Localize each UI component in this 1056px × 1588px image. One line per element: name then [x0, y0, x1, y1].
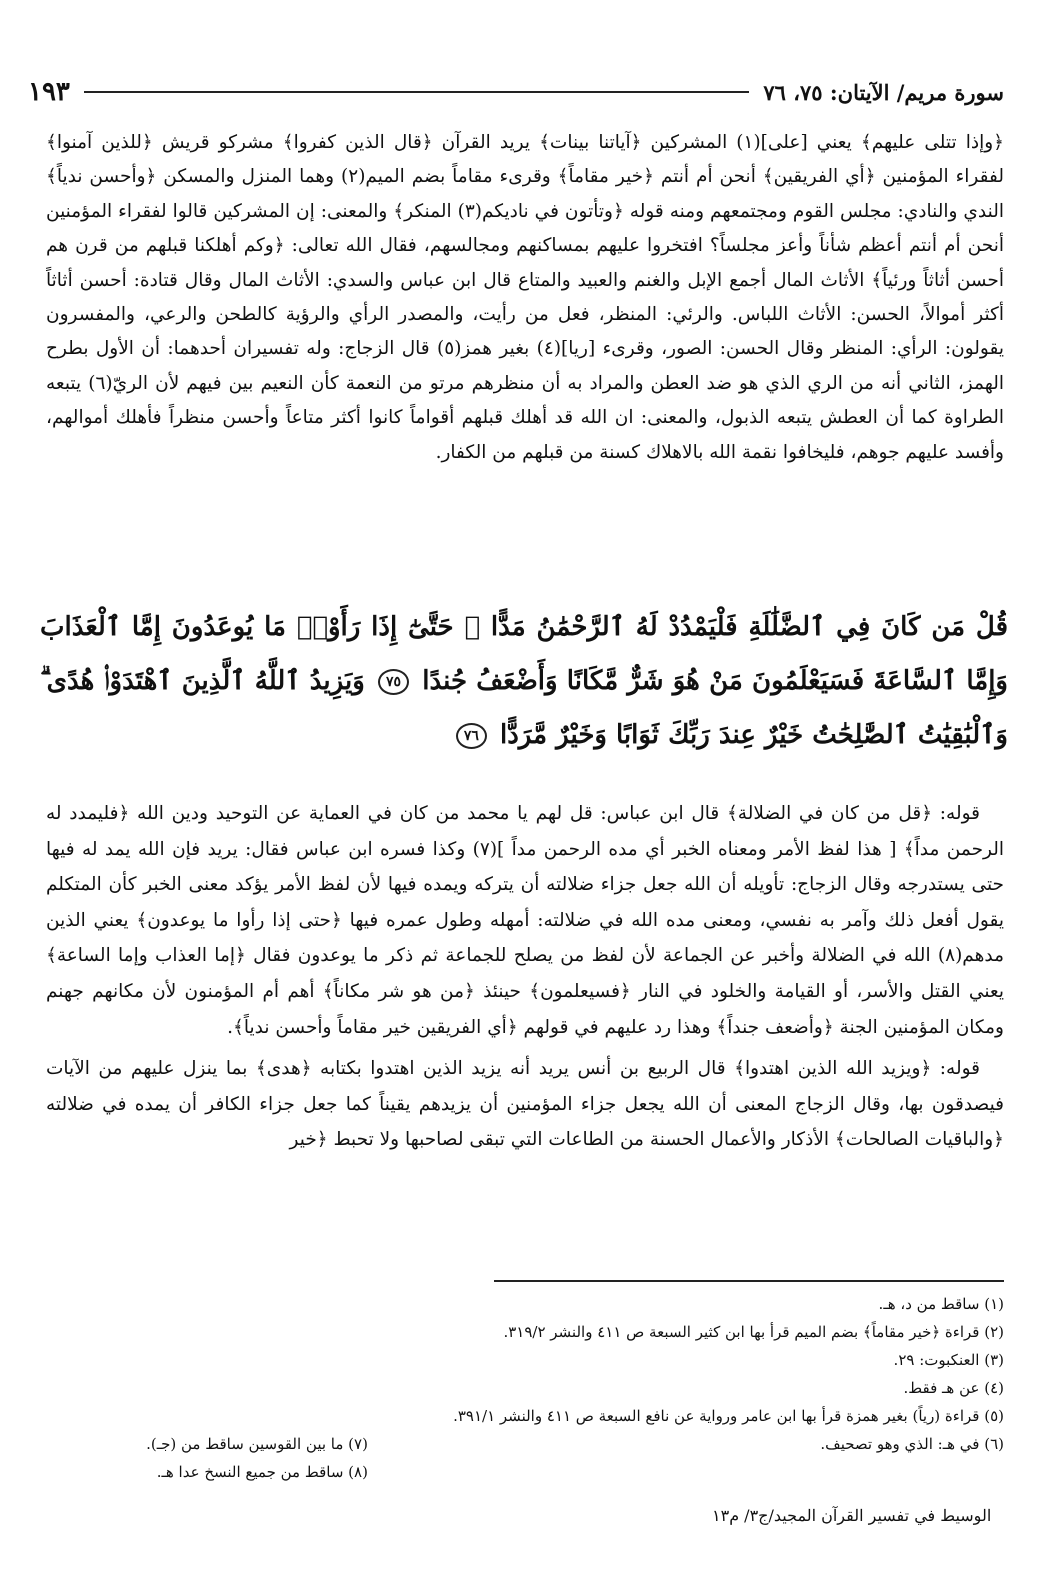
tafsir-intro [46, 126, 1004, 470]
footnote: (٧) ما بين القوسين ساقط من (جـ). [146, 1435, 368, 1453]
footnote: (٣) العنكبوت: ٢٩. [893, 1351, 1004, 1369]
book-signature: الوسيط في تفسير القرآن المجيد/ج٣/ م١٣ [712, 1506, 992, 1525]
footnotes-left-column [40, 1290, 368, 1486]
quran-verses [40, 600, 1008, 762]
footnotes-right-column [368, 1290, 1004, 1486]
verse-76-number: ٧٦ [456, 723, 487, 749]
page-header [28, 72, 1004, 112]
footnote-rule [494, 1280, 1004, 1282]
verse-75-number: ٧٥ [378, 669, 409, 695]
commentary-paragraph: قوله: ﴿قل من كان في الضلالة﴾ قال ابن عباس: قل لهم يا محمد من كان في العماية عن التوحيد ودين الله ﴿فليمدد له الرحمن مداً﴾ [ هذا لفظ الأمر ومعناه الخبر أي مده الرحمن مداً ](٧) وكذا فسره ابن عباس فقال: يريد فإن الله يمد له فيها حتى يستدرجه وقال الزجاج: تأويله أن الله جعل جزاء ضلالته أن يتركه ويمده فيها لأن لفظ الأمر يؤكد معنى الخبر كأن المتكلم يقول أفعل ذلك وآمر به نفسي، ومعنى مده الله في ضلالته: أمهله وطول عمره فيها ﴿حتى إذا رأوا ما يوعدون﴾ يعني الذين مدهم(٨) الله في الضلالة وأخبر عن الجماعة لأن لفظ من يصلح للجماعة ثم ذكر ما يوعدون فقال ﴿إما العذاب وإما الساعة﴾ يعني القتل والأسر، أو القيامة والخلود في النار ﴿فسيعلمون﴾ حينئذ ﴿من هو شر مكاناً﴾ أهم أم المؤمنون لأن مكانهم جهنم ومكان المؤمنين الجنة ﴿وأضعف جنداً﴾ وهذا رد عليهم في قولهم ﴿أي الفريقين خير مقاماً وأحسن ندياً﴾. [46, 803, 1004, 1038]
header-rule [84, 91, 749, 93]
page-number: ١٩٣ [28, 77, 70, 107]
footnote: (٤) عن هـ فقط. [903, 1379, 1004, 1397]
commentary-paragraph: قوله: ﴿ويزيد الله الذين اهتدوا﴾ قال الربيع بن أنس يريد أنه يزيد الذين اهتدوا بكتابه ﴿هدى﴾ بما ينزل عليهم من الآيات فيصدقون بها، وقال الزجاج المعنى أن الله يجعل جزاء المؤمنين أن يزيدهم يقيناً كما جعل جزاء الكافر أن يمده في ضلالته ﴿والباقيات الصالحات﴾ الأذكار والأعمال الحسنة من الطاعات التي تبقى لصاحبها ولا تحبط ﴿خير [46, 1058, 1004, 1151]
verse-76-text: وَيَزِيدُ ٱللَّهُ ٱلَّذِينَ ٱهْتَدَوْا۟ هُدًى ۗ وَٱلْبَٰقِيَٰتُ ٱلصَّٰلِحَٰتُ خَيْرٌ عِندَ رَبِّكَ ثَوَابًا وَخَيْرٌ مَّرَدًّا [40, 666, 1008, 750]
body-paragraph: ﴿وإذا تتلى عليهم﴾ يعني [على](١) المشركين ﴿آياتنا بينات﴾ يريد القرآن ﴿قال الذين كفروا﴾ مشركو قريش ﴿للذين آمنوا﴾ لفقراء المؤمنين ﴿أي الفريقين﴾ أنحن أم أنتم ﴿خير مقاماً﴾ وقرىء مقاماً بضم الميم(٢) وهما المنزل والمسكن ﴿وأحسن ندياً﴾ الندي والنادي: مجلس القوم ومجتمعهم ومنه قوله ﴿وتأتون في ناديكم(٣) المنكر﴾ والمعنى: إن المشركين قالوا لفقراء المؤمنين أنحن أم أنتم أعظم شأناً وأعز مجلساً؟ افتخروا عليهم بمساكنهم ومجالسهم، فقال الله تعالى: ﴿وكم أهلكنا قبلهم من قرن هم أحسن أثاثاً ورئياً﴾ الأثاث المال أجمع الإبل والغنم والعبيد والمتاع قال ابن عباس والسدي: الأثاث المال وقال قتادة: أحسن أثاثاً أكثر أموالاً، الحسن: الأثاث اللباس. والرئي: المنظر، فعل من رأيت، والمصدر الرأي والرؤية كالطحن والرعي، والمفسرون يقولون: الرأي: المنظر وقال الحسن: الصور، وقرىء [ريا](٤) بغير همز(٥) قال الزجاج: وله تفسيران أحدهما: أن الأول بطرح الهمز، الثاني أنه من الري الذي هو ضد العطن والمراد به أن منظرهم مرتو من النعمة كأن النعيم بين فيهم لأن الريّ(٦) يتبعه الطراوة كما أن العطش يتبعه الذبول، والمعنى: ان الله قد أهلك قبلهم أقواماً كانوا أكثر متاعاً وأحسن منظراً فأهلك أموالهم، وأفسد عليهم جوهم، فليخافوا نقمة الله بالاهلاك كسنة من قبلهم من الكفار. [46, 132, 1005, 463]
footnote: (٢) قراءة ﴿خير مقاماً﴾ بضم الميم قرأ بها ابن كثير السبعة ص ٤١١ والنشر ٣١٩/٢. [503, 1323, 1004, 1341]
footnote: (٥) قراءة (رياً) بغير همزة قرأ بها ابن عامر ورواية عن نافع السبعة ص ٤١١ والنشر ٣٩١/١. [453, 1407, 1004, 1425]
footnote: (٨) ساقط من جميع النسخ عدا هـ. [156, 1463, 368, 1481]
surah-title: سورة مريم/ الآيتان: ٧٥، ٧٦ [763, 79, 1004, 105]
verse-75-text: قُلْ مَن كَانَ فِي ٱلضَّلَٰلَةِ فَلْيَمْدُدْ لَهُ ٱلرَّحْمَٰنُ مَدًّا ۚ حَتَّىٰٓ إِذَا رَأَوْا۟ مَا يُوعَدُونَ إِمَّا ٱلْعَذَابَ وَإِمَّا ٱلسَّاعَةَ فَسَيَعْلَمُونَ مَنْ هُوَ شَرٌّ مَّكَانًا وَأَضْعَفُ جُندًا [40, 612, 1008, 696]
footnote: (١) ساقط من د، هـ. [878, 1295, 1004, 1313]
footnote: (٦) في هـ: الذي وهو تصحيف. [820, 1435, 1004, 1453]
footnotes [40, 1290, 1004, 1486]
commentary [46, 796, 1004, 1164]
